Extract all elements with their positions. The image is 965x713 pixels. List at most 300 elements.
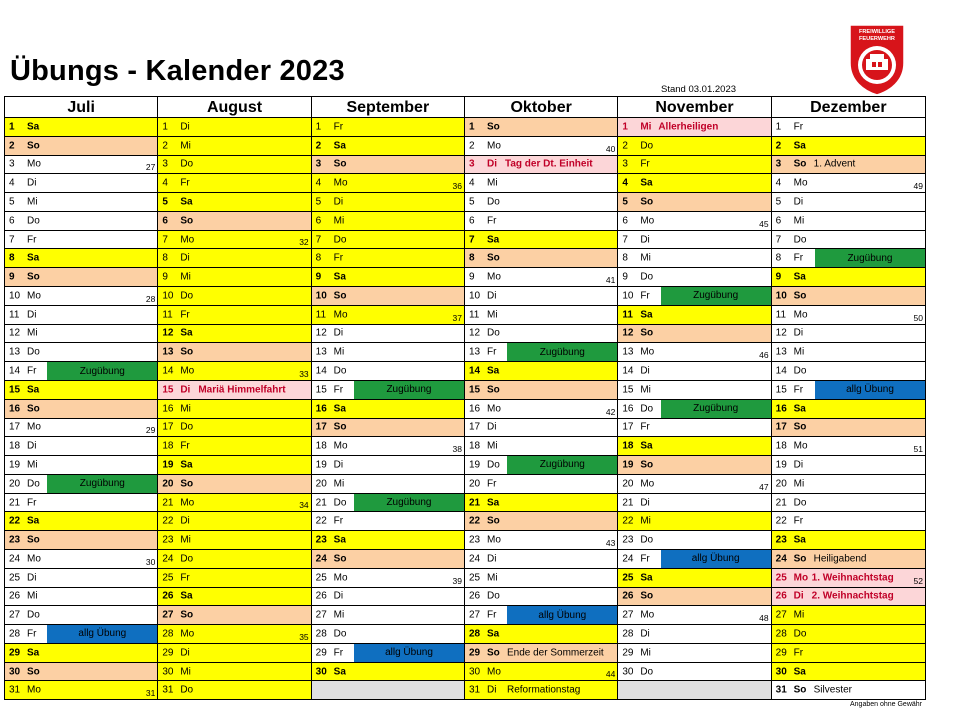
- weekday-label: Mo: [793, 177, 808, 189]
- weekday-label: Mo: [640, 478, 655, 490]
- month-header: Dezember: [772, 97, 925, 118]
- day-number: 1: [468, 121, 475, 133]
- day-row: [772, 212, 925, 231]
- day-number: 2: [775, 140, 782, 152]
- day-row: [312, 287, 464, 306]
- weekday-label: Sa: [640, 309, 653, 321]
- day-row: [312, 381, 464, 400]
- holiday-label: 1. Weihnachtstag: [811, 572, 894, 584]
- weekday-label: Mo: [333, 177, 348, 189]
- weekday-label: So: [640, 327, 654, 339]
- month-column-august: [158, 97, 311, 699]
- day-number: 13: [162, 346, 174, 358]
- day-row: [5, 268, 157, 287]
- day-row: [618, 249, 770, 268]
- event-label: Heiligabend: [813, 553, 867, 565]
- day-number: 27: [775, 609, 787, 621]
- weekday-label: Do: [793, 365, 807, 377]
- day-number: 14: [162, 365, 174, 377]
- weekday-label: Di: [180, 515, 190, 527]
- day-number: 10: [775, 290, 787, 302]
- day-number: 27: [9, 609, 21, 621]
- day-row: [5, 212, 157, 231]
- day-row: [158, 156, 310, 175]
- day-row: [158, 494, 310, 513]
- week-number: 47: [759, 481, 769, 492]
- day-number: 6: [162, 215, 168, 227]
- weekday-label: Do: [640, 534, 654, 546]
- day-number: 15: [775, 384, 787, 396]
- day-number: 13: [9, 346, 21, 358]
- weekday-label: Sa: [180, 459, 193, 471]
- weekday-label: Fr: [640, 553, 650, 565]
- day-row: [772, 381, 925, 400]
- week-number: 48: [759, 613, 769, 624]
- day-row: [312, 174, 464, 193]
- week-number: 32: [299, 237, 309, 248]
- weekday-label: Mi: [180, 271, 191, 283]
- weekday-label: Di: [793, 327, 804, 339]
- day-row: [5, 174, 157, 193]
- day-row: [618, 193, 770, 212]
- day-row: [465, 362, 617, 381]
- weekday-label: Mi: [793, 215, 805, 227]
- weekday-label: Fr: [640, 421, 650, 433]
- day-number: 2: [315, 140, 322, 152]
- weekday-label: Fr: [27, 365, 37, 377]
- weekday-label: Do: [27, 346, 40, 358]
- page-title: Übungs - Kalender 2023: [10, 55, 345, 87]
- weekday-label: Fr: [27, 234, 37, 246]
- weekday-label: Mi: [333, 346, 345, 358]
- day-number: 16: [468, 403, 481, 415]
- day-row: [465, 137, 617, 156]
- weekday-label: Fr: [486, 215, 497, 227]
- weekday-label: Mo: [27, 290, 41, 302]
- day-row: [312, 644, 464, 663]
- day-number: 5: [9, 196, 15, 208]
- weekday-label: Mo: [27, 158, 41, 170]
- weekday-label: Do: [180, 290, 194, 302]
- day-row: [312, 437, 464, 456]
- day-row: [5, 550, 157, 569]
- day-number: 22: [9, 515, 21, 527]
- day-number: 8: [775, 252, 782, 264]
- weekday-label: Sa: [640, 572, 653, 584]
- day-row: [465, 475, 617, 494]
- weekday-label: So: [640, 459, 654, 471]
- weekday-label: Do: [333, 365, 347, 377]
- day-row: [618, 212, 770, 231]
- day-number: 25: [315, 572, 327, 584]
- day-number: 12: [162, 327, 174, 339]
- day-row: [5, 644, 157, 663]
- weekday-label: Do: [180, 421, 194, 433]
- day-row: [5, 287, 157, 306]
- day-row: [158, 569, 310, 588]
- day-row: [158, 343, 310, 362]
- day-row: [158, 644, 310, 663]
- day-number: 8: [315, 252, 322, 264]
- day-number: 4: [315, 177, 322, 189]
- day-number: 29: [315, 647, 327, 659]
- day-row: [465, 550, 617, 569]
- holiday-label: 2. Weihnachtstag: [811, 590, 894, 602]
- day-number: 30: [775, 666, 787, 678]
- day-row: [772, 531, 925, 550]
- day-row: [772, 419, 925, 438]
- day-number: 17: [775, 421, 787, 433]
- day-row: [618, 625, 770, 644]
- day-row: [465, 381, 617, 400]
- day-row: [618, 231, 770, 250]
- day-number: 19: [9, 459, 21, 471]
- weekday-label: Mi: [333, 609, 345, 621]
- weekday-label: So: [27, 666, 40, 678]
- day-number: 6: [775, 215, 782, 227]
- day-row: [465, 306, 617, 325]
- fire-brigade-logo-icon: [846, 23, 908, 97]
- day-row: [312, 156, 464, 175]
- day-number: 23: [775, 534, 787, 546]
- event-label: Silvester: [813, 684, 852, 696]
- day-row: [158, 550, 310, 569]
- month-column-dezember: [772, 97, 925, 699]
- weekday-label: So: [180, 346, 194, 358]
- day-number: 28: [315, 628, 327, 640]
- day-number: 14: [622, 365, 634, 377]
- weekday-label: Di: [333, 459, 344, 471]
- weekday-label: Sa: [333, 534, 346, 546]
- weekday-label: Di: [640, 497, 650, 509]
- week-number: 44: [605, 669, 616, 680]
- day-row: [618, 362, 770, 381]
- day-number: 26: [162, 590, 174, 602]
- month-header: November: [618, 97, 770, 118]
- weekday-label: Di: [486, 290, 497, 302]
- day-number: 3: [622, 158, 628, 170]
- day-row: [465, 343, 617, 362]
- day-number: 12: [9, 327, 21, 339]
- weekday-label: So: [793, 684, 807, 696]
- day-number: 11: [468, 309, 480, 321]
- weekday-label: Mo: [486, 140, 501, 152]
- weekday-label: Fr: [333, 647, 344, 659]
- weekday-label: Fr: [180, 309, 190, 321]
- week-number: 45: [759, 218, 769, 229]
- day-row: [5, 306, 157, 325]
- week-number: 36: [452, 181, 462, 192]
- day-row: [158, 193, 310, 212]
- day-number: 10: [622, 290, 634, 302]
- day-row: [158, 325, 310, 344]
- weekday-label: Sa: [180, 590, 193, 602]
- weekday-label: Sa: [27, 252, 40, 264]
- weekday-label: Di: [640, 234, 650, 246]
- weekday-label: Mi: [180, 403, 191, 415]
- day-number: 26: [775, 590, 787, 602]
- day-row: [5, 437, 157, 456]
- weekday-label: Fr: [27, 497, 37, 509]
- weekday-label: So: [180, 215, 194, 227]
- weekday-label: Mi: [333, 215, 345, 227]
- day-number: 15: [468, 384, 481, 396]
- day-row: [312, 343, 464, 362]
- day-number: 15: [9, 384, 21, 396]
- weekday-label: Di: [333, 196, 344, 208]
- weekday-label: Mi: [486, 440, 498, 452]
- week-number: 51: [913, 444, 923, 455]
- allg-uebung-badge: allg Übung: [661, 550, 771, 568]
- weekday-label: Mo: [640, 609, 655, 621]
- weekday-label: Mi: [640, 252, 651, 264]
- day-row: [158, 231, 310, 250]
- allg-uebung-badge: allg Übung: [507, 606, 617, 624]
- day-row: [158, 681, 310, 699]
- day-row: [772, 437, 925, 456]
- weekday-label: Do: [640, 271, 654, 283]
- day-row: [618, 306, 770, 325]
- day-row: [772, 137, 925, 156]
- day-number: 2: [622, 140, 628, 152]
- day-row: [312, 212, 464, 231]
- day-row: [465, 325, 617, 344]
- day-row: [772, 231, 925, 250]
- weekday-label: Mi: [27, 327, 38, 339]
- day-row: [5, 606, 157, 625]
- weekday-label: Mo: [27, 553, 41, 565]
- weekday-label: Mo: [640, 346, 655, 358]
- week-number: 42: [605, 406, 616, 417]
- day-number: 5: [468, 196, 475, 208]
- day-number: 18: [775, 440, 787, 452]
- day-row: [772, 193, 925, 212]
- day-number: 9: [9, 271, 15, 283]
- event-label: Reformationstag: [506, 684, 581, 696]
- weekday-label: So: [333, 421, 347, 433]
- day-row: [158, 212, 310, 231]
- weekday-label: Mo: [180, 365, 195, 377]
- day-row: [772, 663, 925, 682]
- month-column-oktober: [465, 97, 618, 699]
- day-row: [158, 456, 310, 475]
- day-row: [158, 174, 310, 193]
- day-row: [5, 419, 157, 438]
- day-row: [465, 156, 617, 175]
- day-number: 18: [468, 440, 481, 452]
- day-number: 17: [315, 421, 327, 433]
- day-number: 16: [622, 403, 634, 415]
- day-row: [772, 494, 925, 513]
- day-row: [772, 343, 925, 362]
- weekday-label: So: [640, 196, 654, 208]
- day-number: 29: [468, 647, 481, 659]
- weekday-label: Mo: [486, 403, 501, 415]
- day-row: [465, 512, 617, 531]
- day-number: 14: [468, 365, 481, 377]
- day-number: 20: [162, 478, 174, 490]
- day-row: [772, 174, 925, 193]
- day-row: [5, 249, 157, 268]
- day-row: [312, 569, 464, 588]
- day-number: 11: [162, 309, 173, 321]
- weekday-label: So: [333, 290, 347, 302]
- weekday-label: Mo: [486, 271, 501, 283]
- day-row: [158, 400, 310, 419]
- day-row: [5, 569, 157, 588]
- day-number: 5: [775, 196, 782, 208]
- weekday-label: Fr: [333, 252, 344, 264]
- weekday-label: Do: [793, 234, 807, 246]
- weekday-label: So: [27, 271, 40, 283]
- weekday-label: Fr: [793, 121, 804, 133]
- day-number: 21: [162, 497, 174, 509]
- week-number: 49: [913, 181, 923, 192]
- weekday-label: Sa: [486, 497, 500, 509]
- day-row: [618, 588, 770, 607]
- day-number: 27: [162, 609, 174, 621]
- weekday-label: So: [486, 252, 500, 264]
- day-row: [5, 681, 157, 699]
- day-number: 24: [775, 553, 787, 565]
- day-number: 7: [775, 234, 782, 246]
- weekday-label: So: [793, 421, 807, 433]
- day-row: [312, 606, 464, 625]
- day-number: 3: [162, 158, 168, 170]
- day-row: [772, 681, 925, 699]
- month-header: September: [312, 97, 464, 118]
- weekday-label: Mo: [27, 684, 41, 696]
- day-number: 16: [162, 403, 174, 415]
- week-number: 38: [452, 444, 462, 455]
- week-number: 43: [605, 537, 616, 548]
- day-row: [5, 475, 157, 494]
- day-row: [158, 531, 310, 550]
- weekday-label: Do: [180, 158, 194, 170]
- day-number: 30: [9, 666, 21, 678]
- day-number: 8: [162, 252, 168, 264]
- day-number: 13: [315, 346, 327, 358]
- day-number: 26: [9, 590, 21, 602]
- weekday-label: Mi: [180, 534, 191, 546]
- day-row: [158, 588, 310, 607]
- day-row: [5, 381, 157, 400]
- month-column-november: [618, 97, 771, 699]
- day-row: [618, 475, 770, 494]
- day-row: [312, 249, 464, 268]
- day-row: [618, 174, 770, 193]
- weekday-label: Do: [27, 215, 40, 227]
- day-row: [618, 419, 770, 438]
- day-row: [772, 606, 925, 625]
- day-row: [465, 118, 617, 137]
- day-row: [465, 268, 617, 287]
- week-number: 29: [145, 425, 156, 436]
- weekday-label: Di: [180, 252, 190, 264]
- weekday-label: Fr: [486, 478, 497, 490]
- day-number: 3: [468, 158, 475, 170]
- week-number: 50: [913, 312, 923, 323]
- day-number: 9: [622, 271, 628, 283]
- weekday-label: Do: [333, 497, 347, 509]
- weekday-label: Di: [27, 177, 37, 189]
- day-number: 29: [9, 647, 21, 659]
- weekday-label: Di: [486, 421, 497, 433]
- day-number: 3: [775, 158, 782, 170]
- weekday-label: Sa: [180, 196, 193, 208]
- day-row: [312, 663, 464, 682]
- day-row: [772, 569, 925, 588]
- day-number: 1: [162, 121, 168, 133]
- allg-uebung-badge: allg Übung: [47, 625, 157, 643]
- weekday-label: Do: [333, 234, 347, 246]
- day-number: 4: [9, 177, 15, 189]
- day-row: [618, 456, 770, 475]
- week-number: 39: [452, 575, 462, 586]
- day-number: 29: [622, 647, 634, 659]
- weekday-label: Sa: [793, 666, 806, 678]
- day-number: 8: [622, 252, 628, 264]
- day-number: 14: [9, 365, 21, 377]
- weekday-label: Mi: [640, 647, 651, 659]
- weekday-label: So: [486, 121, 500, 133]
- day-row: [312, 400, 464, 419]
- day-number: 10: [162, 290, 174, 302]
- day-row: [465, 681, 617, 699]
- day-number: 5: [162, 196, 168, 208]
- day-row: [312, 625, 464, 644]
- day-row: [618, 325, 770, 344]
- weekday-label: Do: [640, 666, 654, 678]
- weekday-label: Mi: [180, 140, 191, 152]
- day-row: [618, 569, 770, 588]
- weekday-label: Mo: [180, 497, 195, 509]
- day-row: [618, 531, 770, 550]
- day-row: [5, 531, 157, 550]
- day-row: [5, 588, 157, 607]
- day-row: [618, 512, 770, 531]
- weekday-label: Di: [180, 384, 191, 396]
- day-row: [312, 588, 464, 607]
- day-number: 1: [315, 121, 322, 133]
- day-number: 7: [622, 234, 628, 246]
- day-number: 22: [775, 515, 787, 527]
- day-row: [158, 287, 310, 306]
- weekday-label: Do: [486, 459, 500, 471]
- day-number: 14: [315, 365, 327, 377]
- day-number: 24: [9, 553, 21, 565]
- day-number: 26: [468, 590, 481, 602]
- weekday-label: Sa: [486, 234, 500, 246]
- day-number: 27: [315, 609, 327, 621]
- day-row: [312, 362, 464, 381]
- weekday-label: Mo: [793, 572, 809, 584]
- weekday-label: Sa: [793, 271, 806, 283]
- zugubung-badge: Zugübung: [507, 456, 617, 474]
- week-number: 40: [605, 143, 616, 154]
- weekday-label: Di: [333, 590, 344, 602]
- day-number: 1: [622, 121, 628, 133]
- day-number: 28: [775, 628, 787, 640]
- day-number: 15: [315, 384, 327, 396]
- day-number: 24: [162, 553, 174, 565]
- weekday-label: Di: [640, 365, 650, 377]
- day-row: [158, 137, 310, 156]
- zugubung-badge: Zugübung: [661, 400, 771, 418]
- day-row: [5, 193, 157, 212]
- day-row: [5, 343, 157, 362]
- day-number: 14: [775, 365, 787, 377]
